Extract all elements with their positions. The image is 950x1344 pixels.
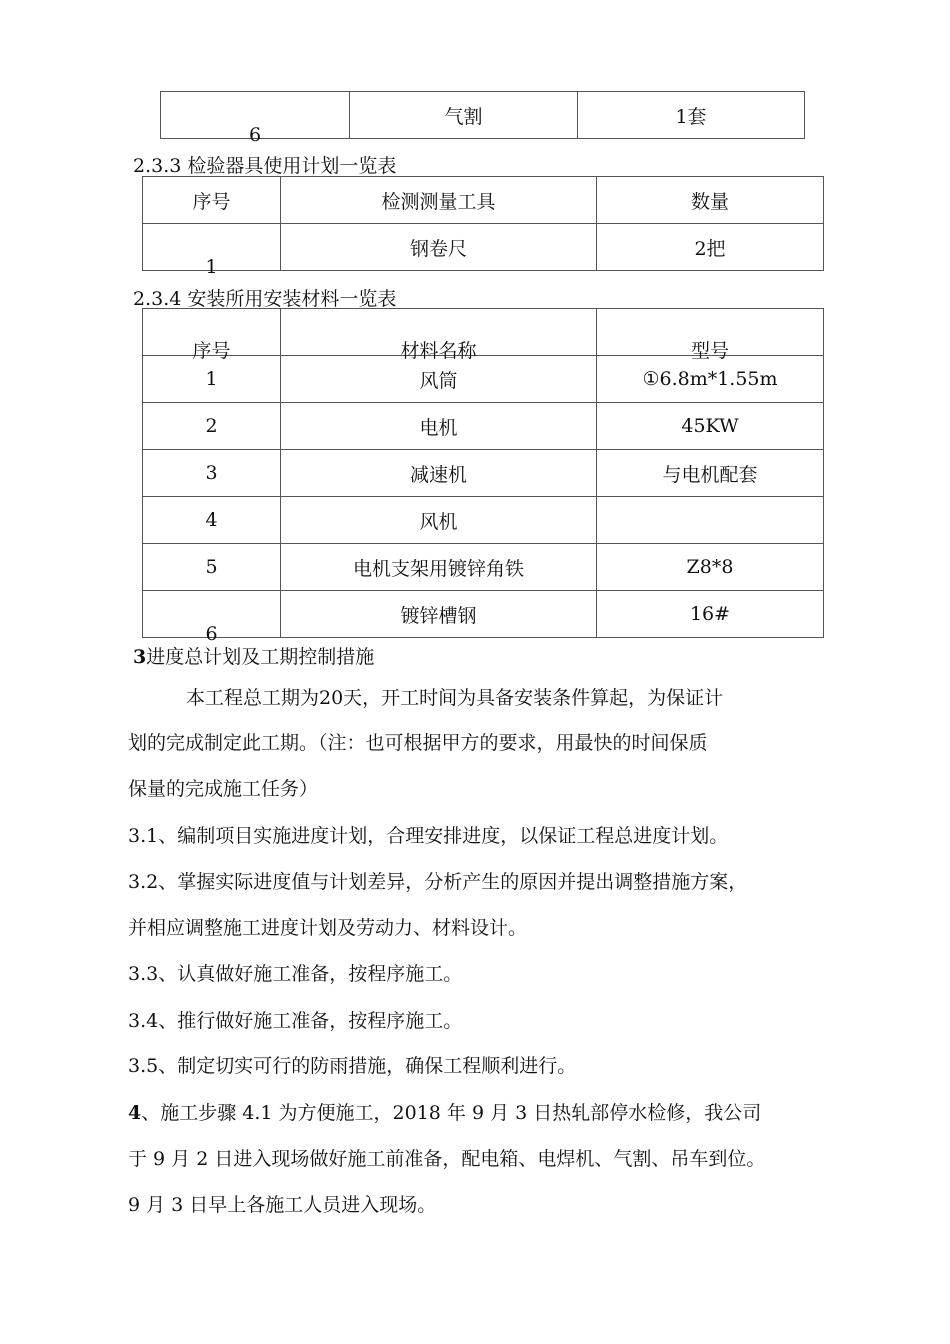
table-row: [143, 356, 824, 403]
header-cell: 数量: [597, 177, 824, 224]
section-234-title: 2.3.4 安装所用安装材料一览表: [133, 288, 397, 310]
paragraph-line: 保量的完成施工任务）: [128, 778, 319, 800]
table-header-row: [143, 309, 824, 356]
section-4-first-line-text: 、施工步骤 4.1 为方便施工，2018 年 9 月 3 日热轧部停水检修，我公司: [141, 1102, 762, 1124]
table-cell: 45KW: [597, 403, 824, 450]
table-cell: 6: [143, 591, 281, 638]
table-cell: 电机支架用镀锌角铁: [281, 544, 597, 591]
table-cell: 4: [143, 497, 281, 544]
table-row: [143, 591, 824, 638]
table-cell: 与电机配套: [597, 450, 824, 497]
table-cell: 钢卷尺: [281, 224, 597, 271]
table-row: [143, 497, 824, 544]
table-cell: 风机: [281, 497, 597, 544]
table-cell: 16#: [597, 591, 824, 638]
paragraph-line: 于 9 月 2 日进入现场做好施工前准备，配电箱、电焊机、气割、吊车到位。: [128, 1148, 766, 1170]
table-row: [161, 92, 805, 139]
table-cell: 镀锌槽钢: [281, 591, 597, 638]
paragraph-line: 9 月 3 日早上各施工人员进入现场。: [128, 1194, 437, 1216]
section-4-first-line: [128, 1098, 761, 1125]
paragraph-line: 本工程总工期为20天，开工时间为具备安装条件算起，为保证计: [186, 687, 724, 709]
materials-table: [142, 308, 824, 645]
paragraph-line: 划的完成制定此工期。（注：也可根据甲方的要求，用最快的时间保质: [128, 732, 708, 754]
table-cell: 2把: [597, 224, 824, 271]
header-cell: 型号: [597, 309, 824, 356]
section-3-number: 3: [133, 646, 147, 668]
table-cell: 减速机: [281, 450, 597, 497]
inspection-tools-table: [142, 176, 824, 278]
table-cell: 气割: [350, 92, 578, 139]
table-row: [143, 450, 824, 497]
table-cell: ①6.8m*1.55m: [597, 356, 824, 403]
table-cell: [597, 497, 824, 544]
table-cell: 电机: [281, 403, 597, 450]
table-cell: 风筒: [281, 356, 597, 403]
table-cell: 5: [143, 544, 281, 591]
section-3-title-text: 进度总计划及工期控制措施: [146, 646, 375, 668]
header-cell: 序号: [143, 177, 281, 224]
section-4-number: 4: [128, 1102, 142, 1124]
table-row: [143, 403, 824, 450]
header-cell: 序号: [143, 309, 281, 356]
list-item: 3.3、认真做好施工准备，按程序施工。: [128, 963, 463, 985]
section-233-title: 2.3.3 检验器具使用计划一览表: [133, 155, 397, 177]
list-item: 3.5、制定切实可行的防雨措施，确保工程顺利进行。: [128, 1055, 577, 1077]
section-3-title: [133, 642, 374, 669]
table-row: [143, 224, 824, 271]
table-cell: 2: [143, 403, 281, 450]
table-cell: 6: [161, 92, 350, 139]
header-cell: 材料名称: [281, 309, 597, 356]
equipment-table-continued: [160, 91, 805, 146]
table-cell: 1套: [578, 92, 805, 139]
table-cell: 1: [143, 224, 281, 271]
list-item: 3.2、掌握实际进度值与计划差异，分析产生的原因并提出调整措施方案，: [128, 871, 748, 893]
list-item: 3.1、编制项目实施进度计划，合理安排进度，以保证工程总进度计划。: [128, 825, 729, 847]
table-header-row: [143, 177, 824, 224]
list-item: 并相应调整施工进度计划及劳动力、材料设计。: [128, 917, 528, 939]
table-cell: Z8*8: [597, 544, 824, 591]
header-cell: 检测测量工具: [281, 177, 597, 224]
table-row: [143, 544, 824, 591]
table-cell: 1: [143, 356, 281, 403]
list-item: 3.4、推行做好施工准备，按程序施工。: [128, 1010, 463, 1032]
table-cell: 3: [143, 450, 281, 497]
